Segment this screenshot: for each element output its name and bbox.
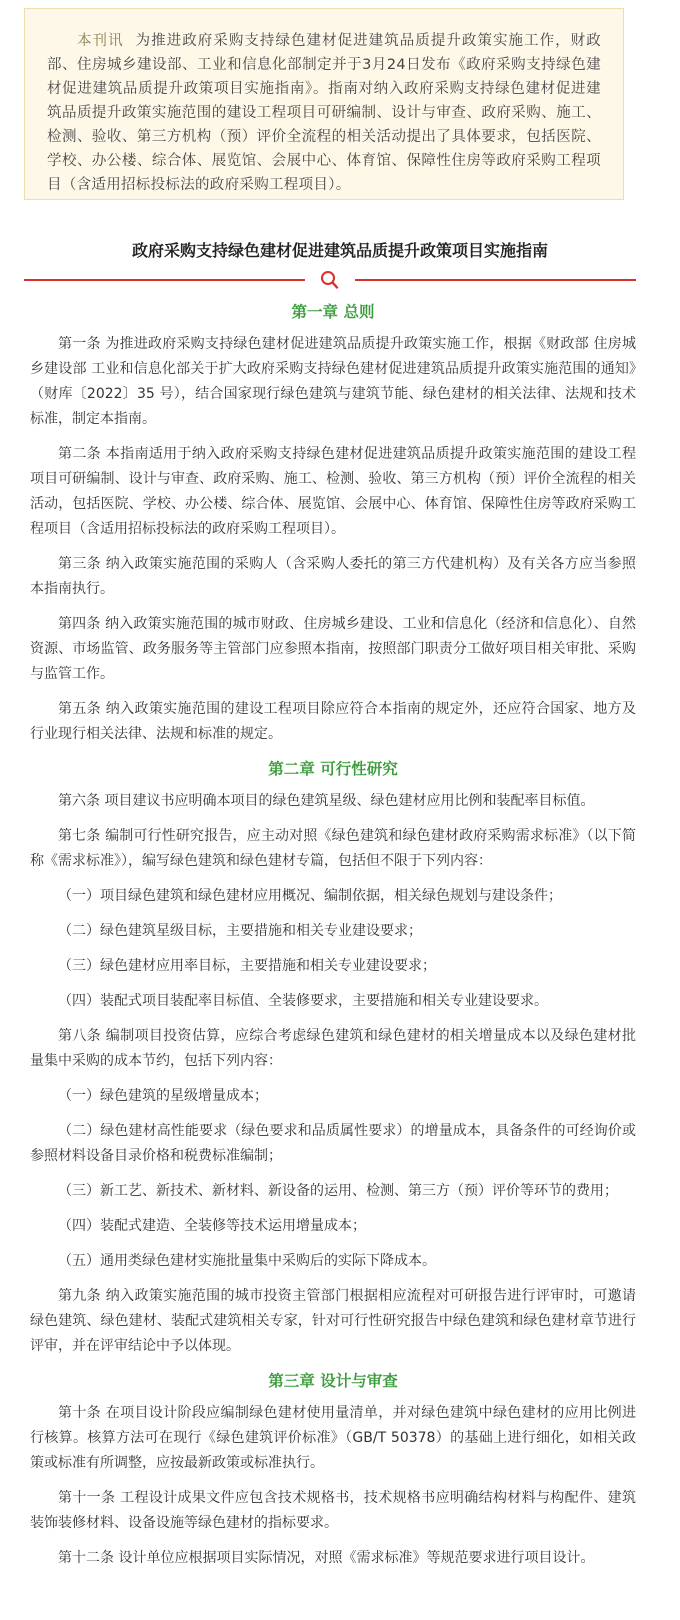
list-item: （四）装配式建造、全装修等技术运用增量成本；	[58, 1218, 366, 1234]
article-paragraph: 第七条 编制可行性研究报告，应主动对照《绿色建筑和绿色建材政府采购需求标准》（以下简称《需求标准》），编写绿色建筑和绿色建材专篇，包括但不限于下列内容：	[30, 828, 636, 869]
list-item: （四）装配式项目装配率目标值、全装修要求，主要措施和相关专业建设要求。	[58, 993, 548, 1009]
notice-tag: 本刊讯	[77, 33, 124, 49]
chapter-heading: 第三章 设计与审查	[268, 1372, 398, 1390]
list-item: （三）新工艺、新技术、新材料、新设备的运用、检测、第三方（预）评价等环节的费用；	[58, 1183, 618, 1199]
divider-line-left	[24, 279, 305, 281]
chapter-heading: 第一章 总则	[291, 303, 375, 321]
article-body	[30, 300, 636, 1581]
article-paragraph: 第六条 项目建议书应明确本项目的绿色建筑星级、绿色建材应用比例和装配率目标值。	[58, 793, 595, 809]
article-paragraph: 第三条 纳入政策实施范围的采购人（含采购人委托的第三方代建机构）及有关各方应当参照本指南执行。	[30, 556, 636, 597]
list-item: （五）通用类绿色建材实施批量集中采购后的实际下降成本。	[58, 1253, 436, 1269]
article-paragraph: 第八条 编制项目投资估算，应综合考虑绿色建筑和绿色建材的相关增量成本以及绿色建材批量集中采购的成本节约，包括下列内容：	[30, 1028, 636, 1069]
notice-box	[24, 8, 624, 200]
list-item: （二）绿色建材高性能要求（绿色要求和品质属性要求）的增量成本，具备条件的可经询价或参照材料设备目录价格和税费标准编制；	[30, 1123, 636, 1164]
list-item: （一）项目绿色建筑和绿色建材应用概况、编制依据，相关绿色规划与建设条件；	[58, 888, 562, 904]
magnifier-icon	[318, 270, 342, 290]
notice-text: 为推进政府采购支持绿色建材促进建筑品质提升政策实施工作，财政部、住房城乡建设部、工业和信息化部制定并于3月24日发布《政府采购支持绿色建材促进建筑品质提升政策项目实施指南》。指南对纳入政府采购支持绿色建材促进建筑品质提升政策实施范围的建设工程项目可研编制、设计与审查、政府采购、施工、检测、验收、第三方机构（预）评价全流程的相关活动提出了具体要求，包括医院、学校、办公楼、综合体、展览馆、会展中心、体育馆、保障性住房等政府采购工程项目（含适用招标投标法的政府采购工程项目）。	[47, 33, 602, 193]
title-divider	[24, 270, 636, 290]
article-paragraph: 第一条 为推进政府采购支持绿色建材促进建筑品质提升政策实施工作，根据《财政部 住房城乡建设部 工业和信息化部关于扩大政府采购支持绿色建材促进建筑品质提升政策实施范围的通知》（财库〔2022〕35 号），结合国家现行绿色建筑与建筑节能、绿色建材的相关法律、法规和技术标准，制定本指南。	[30, 336, 636, 427]
article-paragraph: 第四条 纳入政策实施范围的城市财政、住房城乡建设、工业和信息化（经济和信息化）、自然资源、市场监管、政务服务等主管部门应参照本指南，按照部门职责分工做好项目相关审批、采购与监管工作。	[30, 616, 636, 682]
article-paragraph: 第九条 纳入政策实施范围的城市投资主管部门根据相应流程对可研报告进行评审时，可邀请绿色建筑、绿色建材、装配式建筑相关专家，针对可行性研究报告中绿色建筑和绿色建材章节进行评审，并在评审结论中予以体现。	[30, 1288, 636, 1354]
chapter-heading: 第二章 可行性研究	[268, 760, 398, 778]
document-title: 政府采购支持绿色建材促进建筑品质提升政策项目实施指南	[131, 241, 548, 260]
article-paragraph: 第五条 纳入政策实施范围的建设工程项目除应符合本指南的规定外，还应符合国家、地方及行业现行相关法律、法规和标准的规定。	[30, 701, 636, 742]
list-item: （一）绿色建筑的星级增量成本；	[58, 1088, 268, 1104]
article-paragraph: 第二条 本指南适用于纳入政府采购支持绿色建材促进建筑品质提升政策实施范围的建设工程项目可研编制、设计与审查、政府采购、施工、检测、验收、第三方机构（预）评价全流程的相关活动，包括医院、学校、办公楼、综合体、展览馆、会展中心、体育馆、保障性住房等政府采购工程项目（含适用招标投标法的政府采购工程项目）。	[30, 446, 636, 537]
article-paragraph: 第十一条 工程设计成果文件应包含技术规格书，技术规格书应明确结构材料与构配件、建筑装饰装修材料、设备设施等绿色建材的指标要求。	[30, 1490, 636, 1531]
list-item: （三）绿色建材应用率目标，主要措施和相关专业建设要求；	[58, 958, 436, 974]
article-paragraph: 第十二条 设计单位应根据项目实际情况，对照《需求标准》等规范要求进行项目设计。	[58, 1550, 595, 1566]
list-item: （二）绿色建筑星级目标，主要措施和相关专业建设要求；	[58, 923, 422, 939]
article-paragraph: 第十条 在项目设计阶段应编制绿色建材使用量清单，并对绿色建筑中绿色建材的应用比例进行核算。核算方法可在现行《绿色建筑评价标准》（GB/T 50378）的基础上进行细化，如相关政策或标准有所调整，应按最新政策或标准执行。	[30, 1405, 636, 1471]
divider-line-right	[355, 279, 636, 281]
